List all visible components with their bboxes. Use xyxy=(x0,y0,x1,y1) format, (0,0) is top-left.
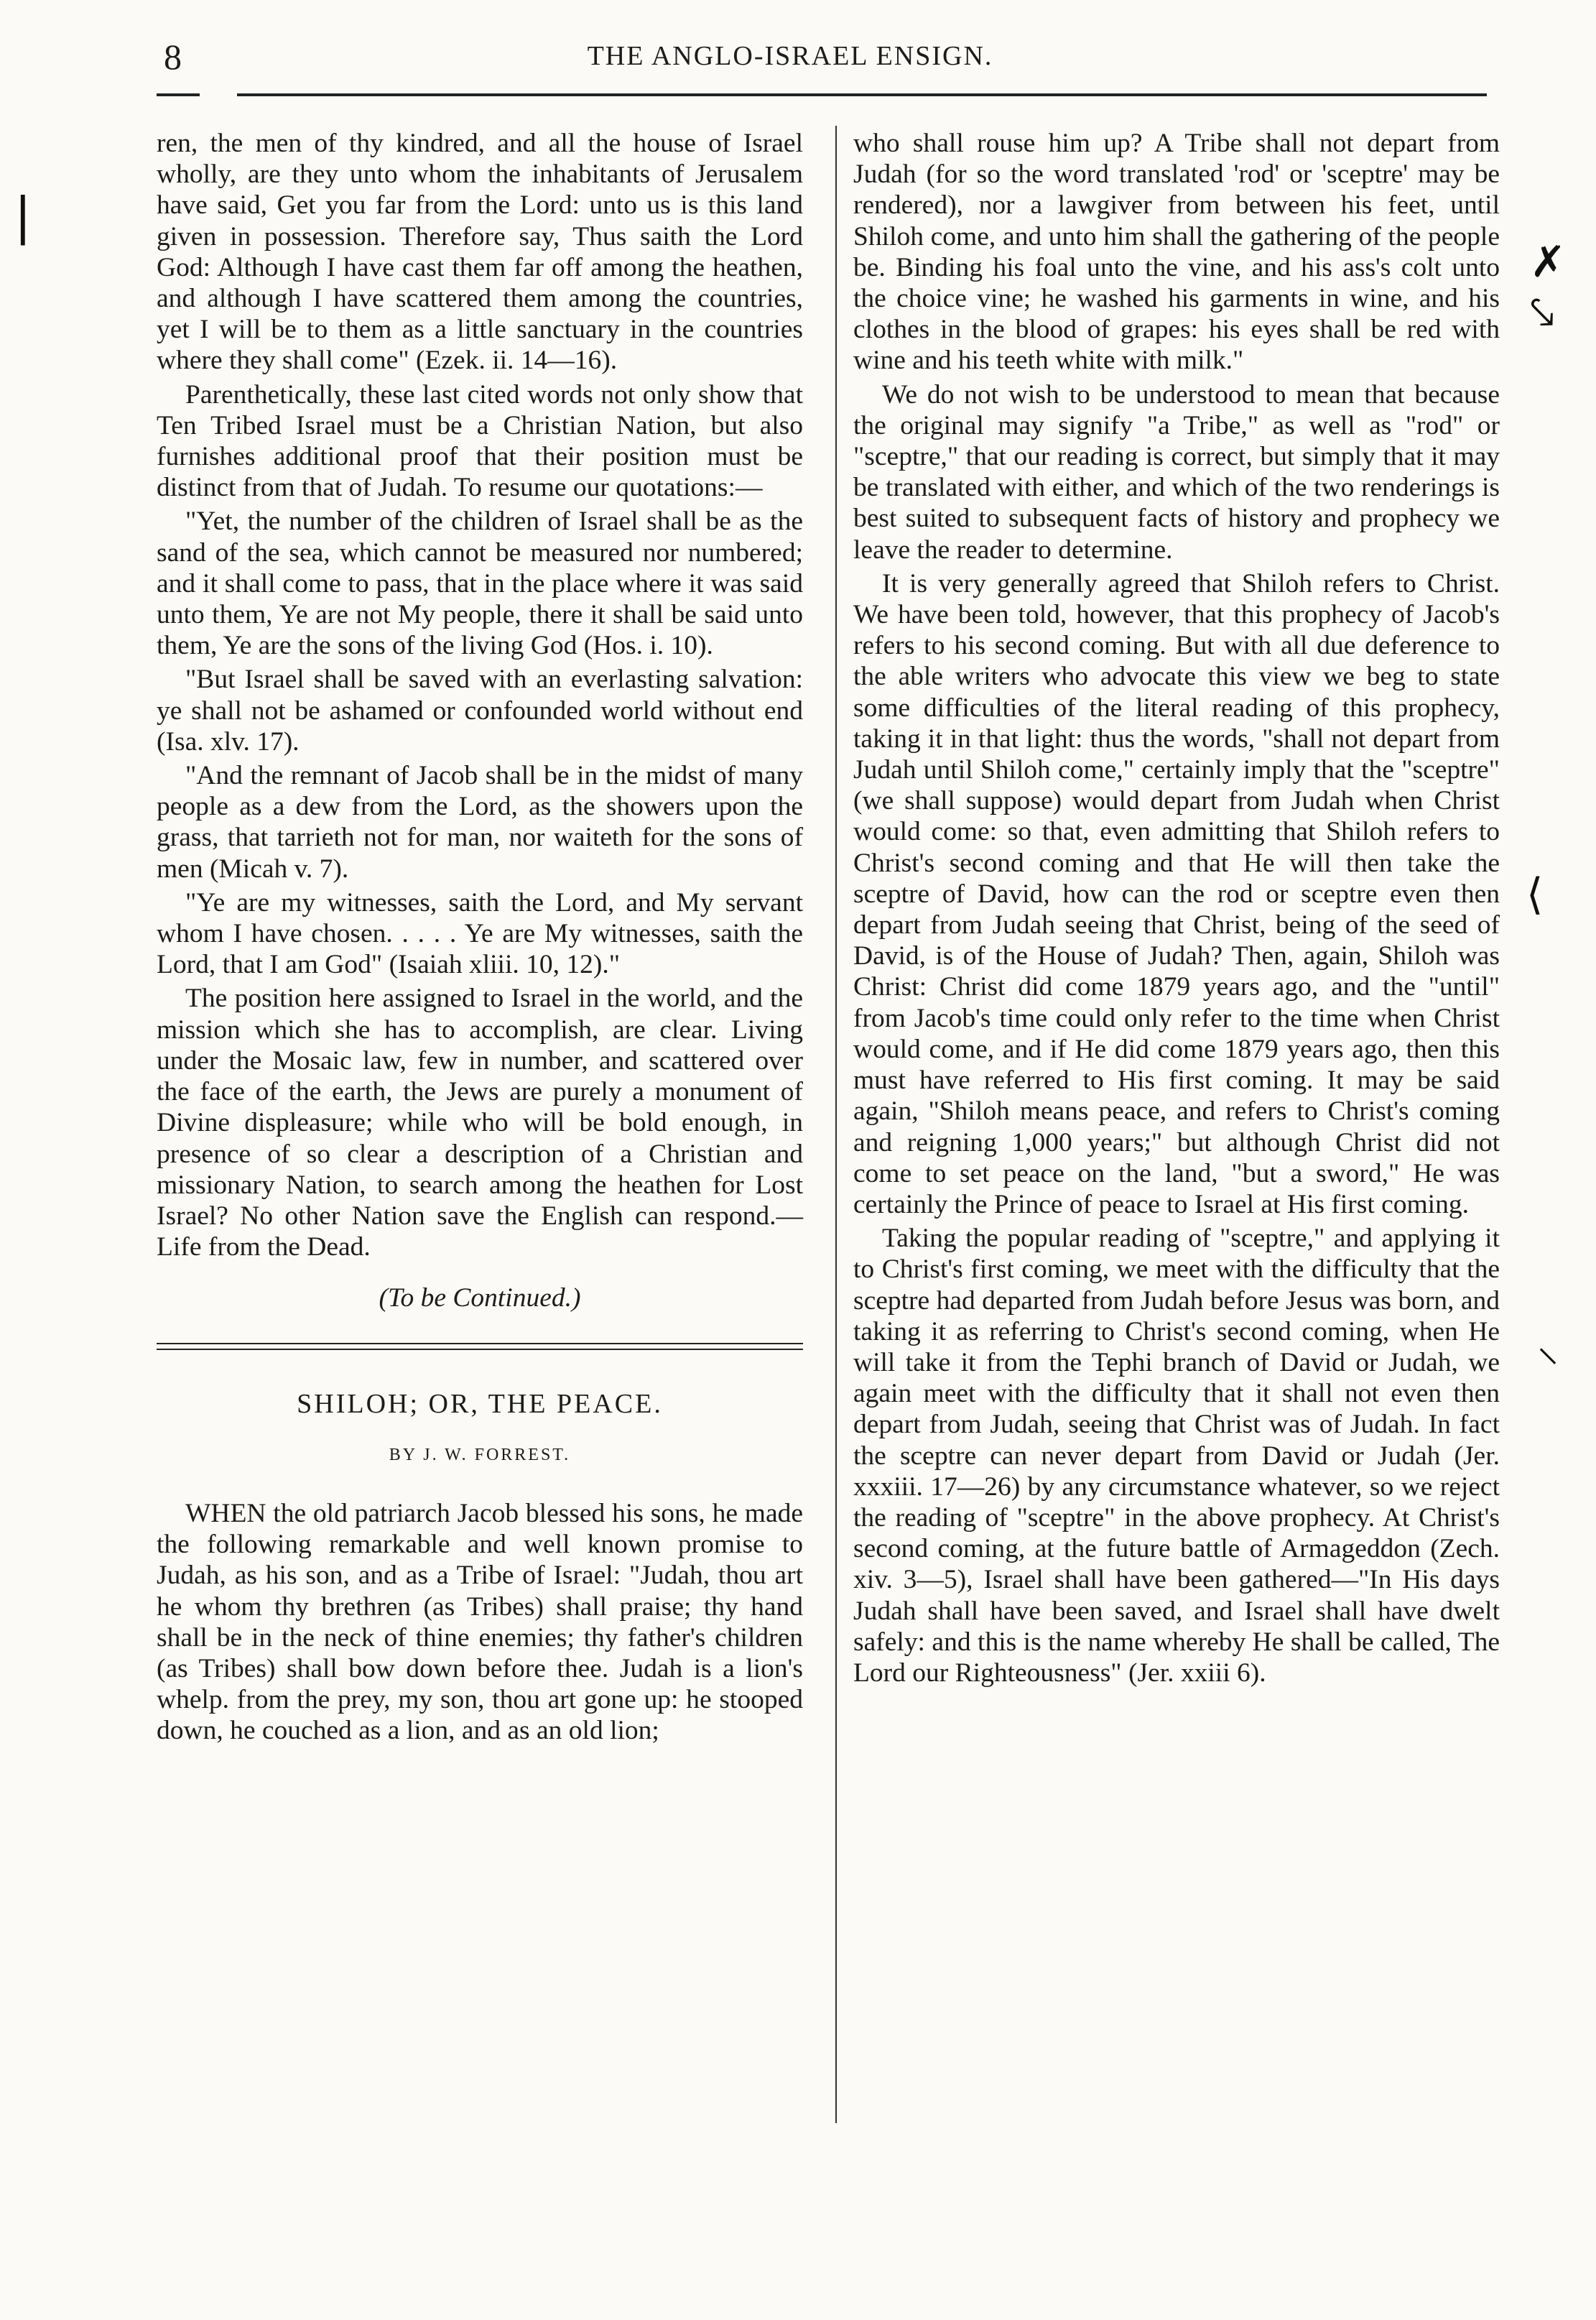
header-rule-left xyxy=(157,93,200,96)
margin-mark: | xyxy=(14,187,32,246)
header-rule xyxy=(237,93,1487,96)
section-divider xyxy=(157,1343,803,1350)
article-title: SHILOH; OR, THE PEACE. xyxy=(297,1388,663,1419)
paragraph: It is very generally agreed that Shiloh refers to Christ. We have been told, however, that this prophecy of Jacob's refers to his second coming. But with all due deference to the able writers who advocate this view we beg to state some difficulties of the literal reading of this prophecy, taking it in that light: thus the words, "shall not depart from Judah until Shiloh come," certainly imply that the "sceptre" (we shall suppose) would depart from Judah when Christ would come: so that, even admitting that Shiloh refers to Christ's second coming and that He will then take the sceptre of David, how can the rod or sceptre even then depart from Judah seeing that Christ, being of the seed of David, is of the House of Judah? Then, again, Shiloh was Christ: Christ did come 1879 years ago, and the "until" from Jacob's time could only refer to the time when Christ would come, and if He did come 1879 years ago, then this must have referred to His first coming. It may be said again, "Shiloh means peace, and refers to Christ's coming and reigning 1,000 years;" but although Christ did not come to set peace on the land, "but a sword," He was certainly the Prince of peace to Israel at His first coming. xyxy=(853,568,1500,1219)
left-column xyxy=(157,128,803,1750)
quote-paragraph: "Ye are my witnesses, saith the Lord, and My servant whom I have chosen. . . . . Ye are My witnesses, saith the Lord, that I am God" (Isaiah xliii. 10, 12)." xyxy=(157,887,803,980)
quote-paragraph: "And the remnant of Jacob shall be in the midst of many people as a dew from the Lord, as the showers upon the grass, that tarrieth not for man, nor waiteth for the sons of men (Micah v. 7). xyxy=(157,761,803,884)
article-byline: BY J. W. FORREST. xyxy=(389,1445,571,1464)
paragraph: who shall rouse him up? A Tribe shall not depart from Judah (for so the word translated 'rod' or 'sceptre' may be rendered), nor a lawgiver from between his feet, until Shiloh come, and unto him shall the gathering of the people be. Binding his foal unto the vine, and his ass's colt unto the choice vine; he washed his garments in wine, and his clothes in the blood of grapes: his eyes shall be red with wine and his teeth white with milk." xyxy=(853,129,1500,376)
to-be-continued: (To be Continued.) xyxy=(379,1283,581,1313)
running-head: THE ANGLO-ISRAEL ENSIGN. xyxy=(587,41,993,71)
quote-paragraph: "Yet, the number of the children of Israel shall be as the sand of the sea, which cannot be measured nor numbered; and it shall come to pass, that in the place where it was said unto them, Ye are not My people, there it shall be said unto them, Ye are the sons of the living God (Hos. i. 10). xyxy=(157,507,803,661)
column-divider xyxy=(835,126,837,2123)
paragraph: The position here assigned to Israel in the world, and the mission which she has to accomplish, are clear. Living under the Mosaic law, few in number, and scattered over the face of the earth, the Jews are purely a monument of Divine displeasure; while who will be bold enough, in presence of so clear a description of a Christian and missionary Nation, to search among the heathen for Lost Israel? No other Nation save the English can respond.—Life from the Dead. xyxy=(157,984,803,1262)
page-number: 8 xyxy=(164,37,182,77)
paragraph: ren, the men of thy kindred, and all the house of Israel wholly, are they unto whom the inhabitants of Jerusalem have said, Get you far from the Lord: unto us is this land given in possession. Therefore say, Thus saith the Lord God: Although I have cast them far off among the heathen, and although I have scattered them among the countries, yet I will be to them as a little sanctuary in the countries where they shall come" (Ezek. ii. 14—16). xyxy=(157,129,803,376)
page-header xyxy=(0,29,1596,86)
margin-mark: ⤥ xyxy=(1530,287,1554,338)
paragraph: Parenthetically, these last cited words not only show that Ten Tribed Israel must be a Christian Nation, but also furnishes additional proof that their position must be distinct from that of Judah. To resume our quotations:— xyxy=(157,379,803,503)
paragraph: We do not wish to be understood to mean that because the original may signify "a Tribe," as well as "rod" or "sceptre," that our reading is correct, but simply that it may be translated with either, and which of the two renderings is best suited to subsequent facts of history and prophecy we leave the reader to determine. xyxy=(853,379,1500,565)
margin-mark: ⟨ xyxy=(1526,869,1544,920)
margin-mark: ⸜ xyxy=(1537,1321,1559,1372)
quote-paragraph: "But Israel shall be saved with an everlasting salvation: ye shall not be ashamed or confounded world without end (Isa. xlv. 17). xyxy=(157,665,803,757)
margin-mark: ✗ xyxy=(1530,237,1567,287)
right-column xyxy=(853,128,1500,1691)
paragraph: Taking the popular reading of "sceptre," and applying it to Christ's first coming, we meet with the difficulty that the sceptre had departed from Judah before Jesus was born, and taking it as referring to Christ's second coming, when He will take it from the Tephi branch of David or Judah, we again meet with the difficulty that it shall not even then depart from Judah, seeing that Christ was of Judah. In fact the sceptre can never depart from David or Judah (Jer. xxxiii. 17—26) by any circumstance whatever, so we reject the reading of "sceptre" in the above prophecy. At Christ's second coming, at the future battle of Armageddon (Zech. xiv. 3—5), Israel shall have been gathered—"In His days Judah shall have been saved, and Israel shall have dwelt safely: and this is the name whereby He shall be called, The Lord our Righteousness" (Jer. xxiii 6). xyxy=(853,1224,1500,1688)
article-paragraph: WHEN the old patriarch Jacob blessed his sons, he made the following remarkable and well known promise to Judah, as his son, and as a Tribe of Israel: "Judah, thou art he whom thy brethren (as Tribes) shall praise; thy hand shall be in the neck of thine enemies; thy father's children (as Tribes) shall bow down before thee. Judah is a lion's whelp. from the prey, my son, thou art gone up: he stooped down, he couched as a lion, and as an old lion; xyxy=(157,1498,803,1746)
